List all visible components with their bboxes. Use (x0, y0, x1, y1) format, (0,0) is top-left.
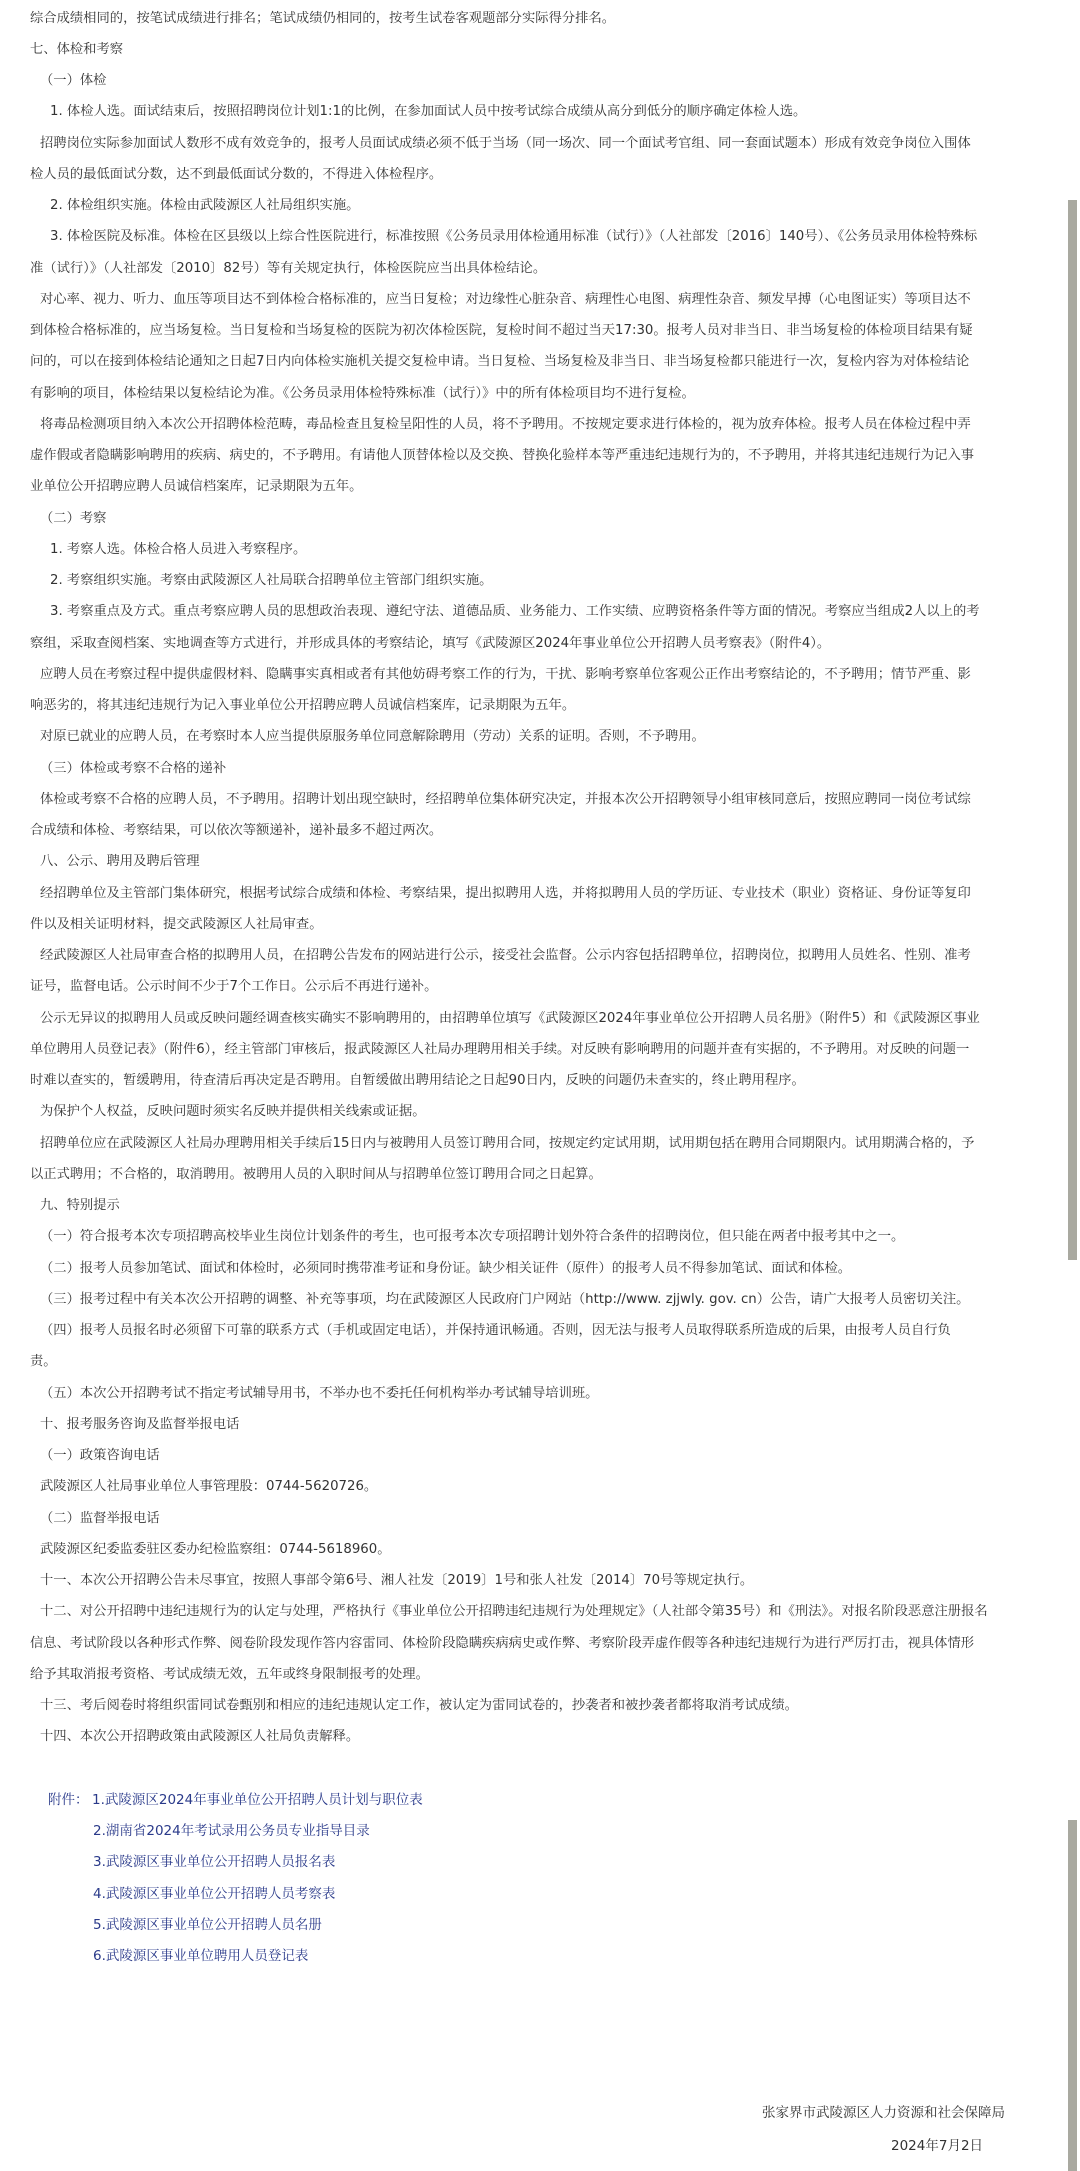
body-text-line: 业单位公开招聘应聘人员诚信档案库，记录期限为五年。 (30, 479, 363, 494)
body-text-line: 件以及相关证明材料，提交武陵源区人社局审查。 (30, 917, 323, 932)
body-text-line: 十四、本次公开招聘政策由武陵源区人社局负责解释。 (40, 1729, 360, 1744)
body-text-line: 武陵源区人社局事业单位人事管理股：0744-5620726。 (40, 1479, 378, 1494)
body-text-line: 公示无异议的拟聘用人员或反映问题经调查核实确实不影响聘用的，由招聘单位填写《武陵源区2024年事业单位公开招聘人员名册》（附件5）和《武陵源区事业 (40, 1011, 980, 1026)
section-heading: 八、公示、聘用及聘后管理 (40, 854, 200, 869)
body-text-line: 3. 考察重点及方式。重点考察应聘人员的思想政治表现、遵纪守法、道德品质、业务能力、工作实绩、应聘资格条件等方面的情况。考察应当组成2人以上的考 (50, 604, 980, 619)
body-text-line: 到体检合格标准的，应当场复检。当日复检和当场复检的医院为初次体检医院，复检时间不超过当天17:30。报考人员对非当日、非当场复检的体检项目结果有疑 (30, 323, 973, 338)
body-text-line: （一）体检 (40, 73, 107, 88)
attachment-link-4[interactable]: 4.武陵源区事业单位公开招聘人员考察表 (93, 1886, 336, 1902)
body-text-line: 察组，采取查阅档案、实地调查等方式进行，并形成具体的考察结论，填写《武陵源区2024年事业单位公开招聘人员考察表》（附件4）。 (30, 636, 831, 651)
body-text-line: 响恶劣的，将其违纪违规行为记入事业单位公开招聘应聘人员诚信档案库，记录期限为五年。 (30, 698, 576, 713)
body-text-line: （二）考察 (40, 511, 107, 526)
body-text-line: 综合成绩相同的，按笔试成绩进行排名；笔试成绩仍相同的，按考生试卷客观题部分实际得分排名。 (30, 11, 616, 26)
body-text-line: 1. 考察人选。体检合格人员进入考察程序。 (50, 542, 307, 557)
body-text-line: （三）报考过程中有关本次公开招聘的调整、补充等事项，均在武陵源区人民政府门户网站（http://www. zjjwly. gov. cn）公告，请广大报考人员密切关注。 (40, 1292, 970, 1307)
body-text-line: 以正式聘用；不合格的，取消聘用。被聘用人员的入职时间从与招聘单位签订聘用合同之日起算。 (30, 1167, 602, 1182)
scrollbar-thumb-lower[interactable] (1068, 1820, 1077, 2171)
body-text-line: 合成绩和体检、考察结果，可以依次等额递补，递补最多不超过两次。 (30, 823, 443, 838)
body-text-line: 十三、考后阅卷时将组织雷同试卷甄别和相应的违纪违规认定工作，被认定为雷同试卷的，抄袭者和被抄袭者都将取消考试成绩。 (40, 1698, 798, 1713)
body-text-line: （一）符合报考本次专项招聘高校毕业生岗位计划条件的考生，也可报考本次专项招聘计划外符合条件的招聘岗位，但只能在两者中报考其中之一。 (40, 1229, 905, 1244)
body-text-line: 有影响的项目，体检结果以复检结论为准。《公务员录用体检特殊标准（试行）》中的所有体检项目均不进行复检。 (30, 386, 695, 401)
body-text-line: 1. 体检人选。面试结束后，按照招聘岗位计划1:1的比例，在参加面试人员中按考试综合成绩从高分到低分的顺序确定体检人选。 (50, 104, 807, 119)
attachment-link-5[interactable]: 5.武陵源区事业单位公开招聘人员名册 (93, 1917, 322, 1933)
body-text-line: 对原已就业的应聘人员，在考察时本人应当提供原服务单位同意解除聘用（劳动）关系的证明。否则，不予聘用。 (40, 729, 705, 744)
body-text-line: 单位聘用人员登记表》（附件6），经主管部门审核后，报武陵源区人社局办理聘用相关手续。对反映有影响聘用的问题并查有实据的，不予聘用。对反映的问题一 (30, 1042, 970, 1057)
body-text-line: 准（试行）》（人社部发〔2010〕82号）等有关规定执行，体检医院应当出具体检结论。 (30, 261, 547, 276)
attachment-link-6[interactable]: 6.武陵源区事业单位聘用人员登记表 (93, 1948, 309, 1964)
body-text-line: 武陵源区纪委监委驻区委办纪检监察组：0744-5618960。 (40, 1542, 391, 1557)
attachment-link-3[interactable]: 3.武陵源区事业单位公开招聘人员报名表 (93, 1854, 336, 1870)
body-text-line: （一）政策咨询电话 (40, 1448, 160, 1463)
body-text-line: 十一、本次公开招聘公告未尽事宜，按照人事部令第6号、湘人社发〔2019〕1号和张人社发〔2014〕70号等规定执行。 (40, 1573, 754, 1588)
body-text-line: 责。 (30, 1354, 57, 1369)
body-text-line: 虚作假或者隐瞒影响聘用的疾病、病史的，不予聘用。有请他人顶替体检以及交换、替换化验样本等严重违纪违规行为的，不予聘用，并将其违纪违规行为记入事 (30, 448, 975, 463)
body-text-line: 招聘岗位实际参加面试人数形不成有效竞争的，报考人员面试成绩必须不低于当场（同一场次、同一个面试考官组、同一套面试题本）形成有效竞争岗位入围体 (40, 136, 971, 151)
section-heading: 七、体检和考察 (30, 42, 124, 57)
body-text-line: 应聘人员在考察过程中提供虚假材料、隐瞒事实真相或者有其他妨碍考察工作的行为，干扰、影响考察单位客观公正作出考察结论的，不予聘用；情节严重、影 (40, 667, 971, 682)
body-text-line: （二）报考人员参加笔试、面试和体检时，必须同时携带准考证和身份证。缺少相关证件（原件）的报考人员不得参加笔试、面试和体检。 (40, 1261, 852, 1276)
issue-date: 2024年7月2日 (891, 2138, 984, 2154)
body-text-line: 将毒品检测项目纳入本次公开招聘体检范畴，毒品检查且复检呈阳性的人员，将不予聘用。不按规定要求进行体检的，视为放弃体检。报考人员在体检过程中弄 (40, 417, 971, 432)
body-text-line: 体检或考察不合格的应聘人员，不予聘用。招聘计划出现空缺时，经招聘单位集体研究决定，并报本次公开招聘领导小组审核同意后，按照应聘同一岗位考试综 (40, 792, 971, 807)
body-text-line: 为保护个人权益，反映问题时须实名反映并提供相关线索或证据。 (40, 1104, 426, 1119)
attachment-link-1[interactable]: 1.武陵源区2024年事业单位公开招聘人员计划与职位表 (92, 1792, 423, 1808)
body-text-line: （二）监督举报电话 (40, 1511, 160, 1526)
attachment-link-2[interactable]: 2.湖南省2024年考试录用公务员专业指导目录 (93, 1823, 370, 1839)
body-text-line: 对心率、视力、听力、血压等项目达不到体检合格标准的，应当日复检；对边缘性心脏杂音、病理性心电图、病理性杂音、频发早搏（心电图证实）等项目达不 (40, 292, 971, 307)
body-text-line: 十二、对公开招聘中违纪违规行为的认定与处理，严格执行《事业单位公开招聘违纪违规行为处理规定》（人社部令第35号）和《刑法》。对报名阶段恶意注册报名 (40, 1604, 988, 1619)
body-text-line: 经武陵源区人社局审查合格的拟聘用人员，在招聘公告发布的网站进行公示，接受社会监督。公示内容包括招聘单位，招聘岗位，拟聘用人员姓名、性别、准考 (40, 948, 971, 963)
body-text-line: 招聘单位应在武陵源区人社局办理聘用相关手续后15日内与被聘用人员签订聘用合同，按规定约定试用期，试用期包括在聘用合同期限内。试用期满合格的，予 (40, 1136, 975, 1151)
section-heading: 九、特别提示 (40, 1198, 120, 1213)
body-text-line: 信息、考试阶段以各种形式作弊、阅卷阶段发现作答内容雷同、体检阶段隐瞒疾病病史或作弊、考察阶段弄虚作假等各种违纪违规行为进行严厉打击，视具体情形 (30, 1636, 975, 1651)
scrollbar-thumb-upper[interactable] (1068, 200, 1077, 1260)
issuer-signature: 张家界市武陵源区人力资源和社会保障局 (762, 2105, 1005, 2121)
body-text-line: 2. 体检组织实施。体检由武陵源区人社局组织实施。 (50, 198, 360, 213)
body-text-line: 3. 体检医院及标准。体检在区县级以上综合性医院进行，标准按照《公务员录用体检通用标准（试行）》（人社部发〔2016〕140号）、《公务员录用体检特殊标 (50, 229, 978, 244)
body-text-line: 证号，监督电话。公示时间不少于7个工作日。公示后不再进行递补。 (30, 979, 438, 994)
body-text-line: 问的，可以在接到体检结论通知之日起7日内向体检实施机关提交复检申请。当日复检、当场复检及非当日、非当场复检都只能进行一次，复检内容为对体检结论 (30, 354, 970, 369)
attachments-label: 附件： (48, 1792, 89, 1808)
body-text-line: （五）本次公开招聘考试不指定考试辅导用书，不举办也不委托任何机构举办考试辅导培训班。 (40, 1386, 599, 1401)
body-text-line: 经招聘单位及主管部门集体研究，根据考试综合成绩和体检、考察结果，提出拟聘用人选，并将拟聘用人员的学历证、专业技术（职业）资格证、身份证等复印 (40, 886, 971, 901)
body-text-line: （三）体检或考察不合格的递补 (40, 761, 227, 776)
body-text-line: （四）报考人员报名时必须留下可靠的联系方式（手机或固定电话），并保持通讯畅通。否则，因无法与报考人员取得联系所造成的后果，由报考人员自行负 (40, 1323, 951, 1338)
body-text-line: 2. 考察组织实施。考察由武陵源区人社局联合招聘单位主管部门组织实施。 (50, 573, 493, 588)
section-heading: 十、报考服务咨询及监督举报电话 (40, 1417, 240, 1432)
body-text-line: 检人员的最低面试分数，达不到最低面试分数的，不得进入体检程序。 (30, 167, 443, 182)
body-text-line: 给予其取消报考资格、考试成绩无效，五年或终身限制报考的处理。 (30, 1667, 429, 1682)
body-text-line: 时难以查实的，暂缓聘用，待查清后再决定是否聘用。自暂缓做出聘用结论之日起90日内，反映的问题仍未查实的，终止聘用程序。 (30, 1073, 805, 1088)
